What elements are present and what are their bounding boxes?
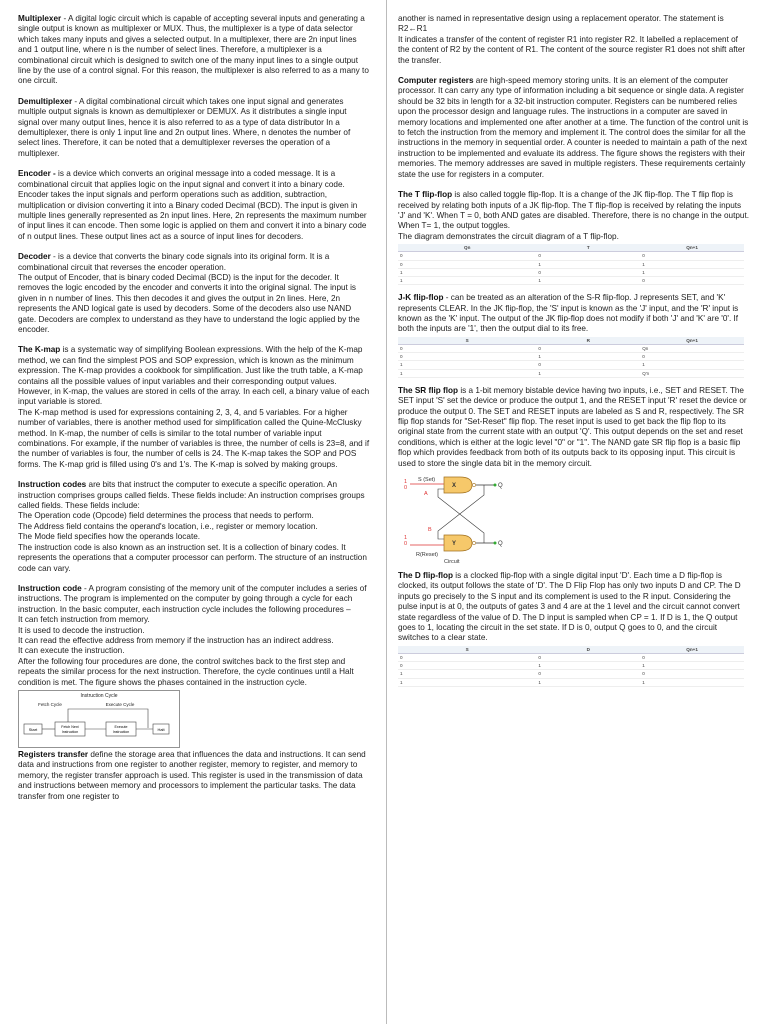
demultiplexer-paragraph <box>18 97 370 159</box>
table-row <box>398 662 744 670</box>
t-flip-flop-text: is also called toggle flip-flop. It is a change of the JK flip-flop. The T flip flop is received by relating both inputs of a JK flip-flop. The T flip-flop is received by relating the inputs 'J' and 'K'. When T = 0, both AND gates are disabled. Therefore, there is no change in the output. When T= 1, the output toggles. <box>398 190 750 231</box>
set-input-label: S (Set) <box>418 477 436 484</box>
t-flip-flop-paragraph <box>398 190 750 242</box>
table-header: Qn+1 <box>640 337 744 345</box>
register-transfer-continued-1: another is named in representative design using a replacement operator. The statement is R2←R1 <box>398 14 724 34</box>
instruction-code-step-1: It can fetch instruction from memory. <box>18 615 150 625</box>
sr-flip-flop-term: The SR flip flop <box>398 385 459 395</box>
table-row <box>398 369 744 377</box>
table-cell: 1 <box>640 662 744 670</box>
instruction-cycle-diagram <box>18 690 180 748</box>
multiplexer-text: - A digital logic circuit which is capable of accepting several inputs and generating a single output is known as multiplexer or MUX. Thus, the multiplexer is a type of data selector which takes many inputs and gives a selected output. In a multiplexer, there are 2n input lines and 1 output line, where n is the number of select lines. Therefore, a multiplexer is a combinational circuit which is designed to switch one of the many input lines to a single output line by the use of a control signal. For this reason, the multiplexer is also referred to as a many to one circuit. <box>18 14 369 86</box>
table-header: D <box>536 646 640 654</box>
table-row <box>398 353 744 361</box>
instruction-codes-text-2: The Operation code (Opcode) field determines the process that needs to perform. <box>18 511 314 521</box>
table-cell: 0 <box>536 654 640 662</box>
decoder-paragraph <box>18 252 370 335</box>
table-cell: 1 <box>640 260 744 268</box>
instruction-code-step-2: It is used to decode the instruction. <box>18 625 145 635</box>
demultiplexer-text: - A digital combinational circuit which takes one input signal and generates multiple output signals is known as demultiplexer or DEMUX. As it distributes a single input signal over many output lines, hence it is also referred to as a type of data distributor In a demultiplexer, there is only 1 input line and 2n output lines. Where, n denotes the number of select lines. Therefore, it can be noted that a demultiplexer reverses the operation of a multiplexer. <box>18 96 351 158</box>
kmap-text-2: The K-map method is used for expressions containing 2, 3, 4, and 5 variables. For a higher number of variables, there is another method used for simplification called the Quine-McClusky method. In K-map, the number of cells is similar to the total number of variable input combinations. For example, if the number of variables is three, the number of cells is 23=8, and if the number of variables is four, the number of cells is 24. The K-map takes the SOP and POS forms. The K-map grid is filled using 0's and 1's. The K-map is solved by making groups. <box>18 407 370 469</box>
table-cell: 0 <box>536 268 640 276</box>
table-cell: 1 <box>536 662 640 670</box>
t-flip-flop-term: The T flip-flop <box>398 190 453 200</box>
registers-transfer-paragraph <box>18 750 370 802</box>
table-cell: 1 <box>640 268 744 276</box>
right-column <box>398 14 750 695</box>
set-zero-label: 0 <box>404 485 408 492</box>
kmap-text-1: is a systematic way of simplifying Boolean expressions. With the help of the K-map method, we can find the simplest POS and SOP expression, which is known as the minimum expression. The K-map provides a cookbook for simplification. Just like the truth table, a K-map contains all the possible values of input variables and their corresponding output values. However, in K-map, the values are stored in cells of the array. In each cell, a binary value of each input variable is stored. <box>18 345 370 407</box>
table-cell: 1 <box>536 369 640 377</box>
table-cell: 0 <box>398 344 536 352</box>
instruction-code-text-1: - A program consisting of the memory unit of the computer includes a series of instructions. The program is implemented on the computer by going through a cycle for each instruction. In the basic computer, each instruction cycle includes the following procedures – <box>18 583 367 614</box>
reset-input-label: R(Reset) <box>416 552 439 559</box>
execute-box: Execute <box>114 724 128 729</box>
table-row <box>398 344 744 352</box>
table-cell: 1 <box>398 268 536 276</box>
set-one-label: 1 <box>404 479 408 486</box>
table-cell: 0 <box>398 252 536 260</box>
table-cell: 1 <box>536 260 640 268</box>
table-cell: 0 <box>536 361 640 369</box>
table-row <box>398 252 744 260</box>
table-cell: 0 <box>640 276 744 284</box>
table-cell: 1 <box>398 670 536 678</box>
table-header: Qn+1 <box>640 244 744 252</box>
decoder-text-1: - is a device that converts the binary code signals into its original form. It is a combinational circuit that reverses the encoder operation. <box>18 252 330 272</box>
table-cell: 1 <box>640 678 744 686</box>
sr-flip-flop-paragraph <box>398 386 750 469</box>
sr-flip-flop-circuit-diagram <box>398 473 518 565</box>
decoder-text-2: The output of Encoder, that is binary coded Decimal (BCD) is the input for the decoder. It removes the logic encoded by the encoder and converts it into the original signal. The input is given in n number of lines. This then decodes it and gives the output in 2n lines. Here, 2n represents the AND logical gate is used by decoders. Some of the decoders also use NAND gate. Decoders are complex to understand as they have to understand the logic applied by the encoder. <box>18 272 360 334</box>
table-row <box>398 276 744 284</box>
table-cell: 0 <box>536 670 640 678</box>
table-cell: 0 <box>640 353 744 361</box>
table-cell: 0 <box>536 344 640 352</box>
d-flip-flop-paragraph <box>398 571 750 644</box>
svg-text:Instruction: Instruction <box>61 729 79 734</box>
jk-flip-flop-paragraph <box>398 293 750 335</box>
table-header: R <box>536 337 640 345</box>
jk-flip-flop-term: J-K flip-flop <box>398 293 444 303</box>
table-cell: 0 <box>398 654 536 662</box>
instruction-code-step-4: It can execute the instruction. <box>18 646 125 656</box>
t-flip-flop-table <box>398 244 744 285</box>
register-transfer-continued <box>398 14 750 66</box>
computer-registers-text: are high-speed memory storing units. It is an element of the computer processor. It can carry any type of information including a bit sequence or single data. A register should be 32 bits in length for a 32-bit instruction computer. Registers can be numbered relies upon the processor design and language rules. The instructions in a computer are saved in memory locations and implemented one after another at a time. The function of the control unit is to fetch the instruction from the memory and implement it. The control does the similar for all the instructions in the memory in sequential order. A counter is needed to maintain a path of the next instruction to be implemented and evaluate its address. The figure shows the registers with their memories. The memory addresses are saved in multiple registers. These requirements certainly state the use for registers in a computer. <box>398 76 749 179</box>
registers-transfer-text: define the storage area that influences the data and instructions. It can send data and instructions from one register to another register, memory to register, and memory to memory, the register transfer approach is used. This register is used in the transmission of data and instructions between memory and processors to implement the particular tasks. The data transfer from one register to <box>18 749 366 801</box>
table-cell: 0 <box>398 260 536 268</box>
computer-registers-paragraph <box>398 76 750 180</box>
instruction-code-paragraph <box>18 584 370 688</box>
kmap-paragraph <box>18 345 370 470</box>
table-cell: 1 <box>398 276 536 284</box>
halt-box: Halt <box>157 726 165 732</box>
instruction-codes-term: Instruction codes <box>18 480 87 490</box>
table-cell: 1 <box>398 678 536 686</box>
column-divider <box>386 0 387 1024</box>
instruction-codes-paragraph <box>18 480 370 574</box>
table-cell: 1 <box>536 276 640 284</box>
encoder-term: Encoder - <box>18 169 59 179</box>
table-cell: 1 <box>640 361 744 369</box>
demultiplexer-term: Demultiplexer <box>18 96 73 106</box>
instruction-code-step-3: It can read the effective address from memory if the instruction has an indirect address. <box>18 635 334 645</box>
table-header: T <box>536 244 640 252</box>
d-flip-flop-text: is a clocked flip-flop with a single digital input 'D'. Each time a D flip-flop is clocked, its output follows the state of 'D'. The D Flip Flop has only two inputs D and CP. The D inputs go precisely to the S input and its complement is used to the R input. Considering the pulse input is at 0, the outputs of gates 3 and 4 are at the 1 level and the circuit cannot convert state regardless of the value of D. The D input is sampled when CP = 1. If D is 1, the Q output goes to 1, locating the circuit in the set state. If D is 0, output Q goes to 0, and the circuit switches to a clear state. <box>398 571 741 643</box>
table-row <box>398 268 744 276</box>
start-box: Start <box>28 726 38 732</box>
execute-cycle-label: Execute Cycle <box>105 701 135 707</box>
instruction-cycle-title: Instruction Cycle <box>80 692 118 699</box>
computer-registers-term: Computer registers <box>398 76 474 86</box>
table-cell: 1 <box>536 353 640 361</box>
table-row <box>398 260 744 268</box>
table-cell: 0 <box>640 670 744 678</box>
d-flip-flop-table <box>398 646 744 687</box>
reset-one-label: 1 <box>404 535 408 542</box>
circuit-caption: Circuit <box>444 559 460 566</box>
gate-y-label: Y <box>452 541 457 548</box>
instruction-code-term: Instruction code <box>18 583 82 593</box>
table-cell: 1 <box>398 361 536 369</box>
q-output-label: Q <box>498 483 503 490</box>
decoder-term: Decoder <box>18 252 51 262</box>
t-flip-flop-caption: The diagram demonstrates the circuit diagram of a T flip-flop. <box>398 231 619 241</box>
table-cell: Qn <box>640 344 744 352</box>
table-row <box>398 670 744 678</box>
table-row <box>398 654 744 662</box>
table-cell: 1 <box>398 369 536 377</box>
table-cell: 0 <box>398 353 536 361</box>
table-header: S <box>398 337 536 345</box>
instruction-code-text-2: After the following four procedures are done, the control switches back to the first step and repeats the similar process for the next instruction. Therefore, the cycle continues until a Halt condition is met. The figure shows the phases contained in the instruction cycle. <box>18 656 354 687</box>
register-transfer-continued-2: It indicates a transfer of the content of register R1 into register R2. It labelled a replacement of the content of R2 by the content of R1. The content of the source register R1 does not shift after the transfer. <box>398 34 746 65</box>
kmap-term: The K-map <box>18 345 61 355</box>
table-header: Qn+1 <box>640 646 744 654</box>
instruction-codes-text-4: The Mode field specifies how the operands locate. <box>18 532 201 542</box>
jk-flip-flop-text: - can be treated as an alteration of the S-R flip-flop. J represents SET, and 'K' represents CLEAR. In the JK flip-flop, the 'S' input is known as the 'J' input, and the 'R' input is known as the 'K' input. The output of the JK flip-flop does not modify if both 'J' and 'K' are '0'. If both the inputs are '1', then the output dial to its free. <box>398 293 739 334</box>
node-b-label: B <box>428 527 432 534</box>
table-cell: 0 <box>640 252 744 260</box>
sr-flip-flop-text: is a 1-bit memory bistable device having two inputs, i.e., SET and RESET. The SET input 'S' set the device or produce the output 1, and the RESET input 'R' reset the device or produce the output 0. The SET and RESET inputs are labeled as S and R, respectively. The SR flip flop stands for "Set-Reset" flip flop. The reset input is used to get back the flip flop to its original state from the current state with an output 'Q'. This output depends on the set and reset conditions, which is either at the logic level "0" or "1". The NAND gate SR flip flop is a basic flip flop which provides feedback from both of its outputs back to its opposing input. This circuit is used to store the single data bit in the memory circuit. <box>398 385 747 468</box>
q-bar-output-label: Q <box>498 541 503 548</box>
d-flip-flop-term: The D flip-flop <box>398 571 454 581</box>
registers-transfer-term: Registers transfer <box>18 749 89 759</box>
instruction-codes-text-5: The instruction code is also known as an instruction set. It is a collection of binary codes. It represents the operations that a computer processor can perform. The structure of an instruction code can vary. <box>18 542 367 573</box>
table-header: S <box>398 646 536 654</box>
jk-flip-flop-table <box>398 337 744 378</box>
table-cell: 0 <box>398 662 536 670</box>
left-column <box>18 14 370 812</box>
fetch-next-box: Fetch Next <box>61 724 79 729</box>
reset-zero-label: 0 <box>404 541 408 548</box>
table-cell: 0 <box>640 654 744 662</box>
encoder-paragraph <box>18 169 370 242</box>
table-cell: 0 <box>536 252 640 260</box>
gate-x-label: X <box>452 483 457 490</box>
table-row <box>398 678 744 686</box>
table-row <box>398 361 744 369</box>
instruction-codes-text-3: The Address field contains the operand's location, i.e., register or memory location. <box>18 521 318 531</box>
table-cell: Q'n <box>640 369 744 377</box>
table-cell: 1 <box>536 678 640 686</box>
multiplexer-paragraph <box>18 14 370 87</box>
multiplexer-term: Multiplexer <box>18 14 62 23</box>
encoder-text: is a device which converts an original message into a coded message. It is a combinational circuit that applies logic on the input signal and convert it into a binary code. Encoder takes the input signals and perform operations such as addition, subtraction, multiplication or division converting it into a Binary coded Decimal (BCD). The input is given in multiple lines generally represented as 2n input lines. Here, 2n represents the maximum number of input lines it can encode. Then some logic is applied on them and convert it into a binary code of n output lines. These output lines act as a source of input lines for decoders. <box>18 169 367 241</box>
table-header: Qn <box>398 244 536 252</box>
node-a-label: A <box>424 491 428 498</box>
svg-text:Instruction: Instruction <box>112 729 130 734</box>
fetch-cycle-label: Fetch Cycle <box>38 701 62 707</box>
instruction-codes-text-1: are bits that instruct the computer to execute a specific operation. An instruction comprises groups called fields. These fields include: An instruction comprises groups called fields. These fields include: <box>18 480 365 511</box>
